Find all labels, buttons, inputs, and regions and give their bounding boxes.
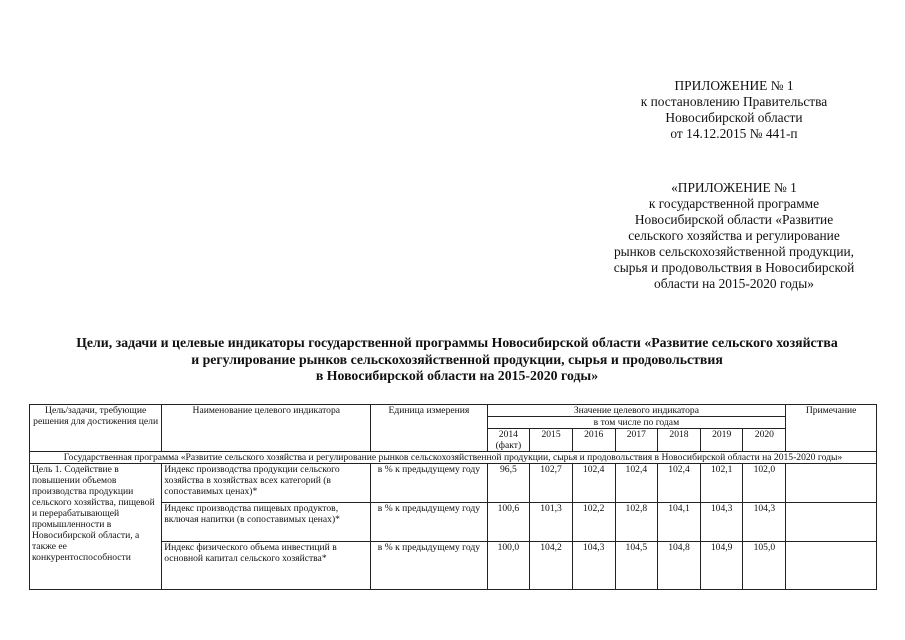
value-cell: 102,4 bbox=[572, 464, 615, 503]
appendix-2-line: области на 2015-2020 годы» bbox=[654, 276, 814, 291]
year-header: 2019 bbox=[700, 429, 743, 452]
appendix-1-line: Новосибирской области bbox=[665, 110, 803, 125]
value-cell: 102,4 bbox=[658, 464, 701, 503]
value-cell: 102,7 bbox=[530, 464, 573, 503]
document-title bbox=[22, 335, 892, 385]
year-header: 2015 bbox=[530, 429, 573, 452]
program-row bbox=[30, 452, 877, 464]
table-row bbox=[30, 464, 877, 503]
value-cell: 96,5 bbox=[487, 464, 530, 503]
appendix-2-line: сырья и продовольствия в Новосибирской bbox=[613, 260, 855, 275]
indicators-table bbox=[29, 404, 877, 590]
value-cell: 104,3 bbox=[700, 503, 743, 542]
year-header: 2018 bbox=[658, 429, 701, 452]
value-cell: 102,1 bbox=[700, 464, 743, 503]
value-cell: 100,6 bbox=[487, 503, 530, 542]
value-cell: 104,3 bbox=[572, 542, 615, 590]
note-cell bbox=[786, 542, 877, 590]
indicator-cell: Индекс физического объема инвестиций в основной капитал сельского хозяйства* bbox=[162, 542, 371, 590]
appendix-2-line: сельского хозяйства и регулирование bbox=[628, 228, 840, 243]
appendix-1-line: ПРИЛОЖЕНИЕ № 1 bbox=[674, 78, 794, 93]
header-note: Примечание bbox=[786, 405, 877, 452]
appendix-2-line: Новосибирской области «Развитие bbox=[634, 212, 834, 227]
year-header: 2020 bbox=[743, 429, 786, 452]
value-cell: 102,2 bbox=[572, 503, 615, 542]
header-indicator: Наименование целевого индикатора bbox=[162, 405, 371, 452]
indicator-cell: Индекс производства продукции сельского хозяйства в хозяйствах всех категорий (в сопоставимых ценах)* bbox=[162, 464, 371, 503]
indicator-cell: Индекс производства пищевых продуктов, включая напитки (в сопоставимых ценах)* bbox=[162, 503, 371, 542]
header-value: Значение целевого индикатора bbox=[487, 405, 786, 417]
value-cell: 105,0 bbox=[743, 542, 786, 590]
unit-cell: в % к предыдущему году bbox=[371, 542, 487, 590]
value-cell: 102,8 bbox=[615, 503, 658, 542]
value-cell: 100,0 bbox=[487, 542, 530, 590]
appendix-1-line: к постановлению Правительства bbox=[640, 94, 828, 109]
note-cell bbox=[786, 503, 877, 542]
title-line: Цели, задачи и целевые индикаторы государственной программы Новосибирской области «Развитие сельского хозяйства bbox=[76, 335, 838, 350]
year-header: 2017 bbox=[615, 429, 658, 452]
appendix-2-header bbox=[556, 180, 905, 292]
value-cell: 102,4 bbox=[615, 464, 658, 503]
year-header: 2016 bbox=[572, 429, 615, 452]
value-cell: 104,3 bbox=[743, 503, 786, 542]
unit-cell: в % к предыдущему году bbox=[371, 464, 487, 503]
program-row-cell: Государственная программа «Развитие сельского хозяйства и регулирование рынков сельскохозяйственной продукции, сырья и продовольствия в Новосибирской области на 2015-2020 годы» bbox=[30, 452, 877, 464]
appendix-2-line: «ПРИЛОЖЕНИЕ № 1 bbox=[671, 180, 797, 195]
appendix-1-line: от 14.12.2015 № 441-п bbox=[670, 126, 798, 141]
value-cell: 104,2 bbox=[530, 542, 573, 590]
value-cell: 104,1 bbox=[658, 503, 701, 542]
header-including: в том числе по годам bbox=[487, 417, 786, 429]
appendix-2-line: рынков сельскохозяйственной продукции, bbox=[613, 244, 855, 259]
unit-cell: в % к предыдущему году bbox=[371, 503, 487, 542]
value-cell: 104,5 bbox=[615, 542, 658, 590]
note-cell bbox=[786, 464, 877, 503]
value-cell: 104,8 bbox=[658, 542, 701, 590]
title-line: и регулирование рынков сельскохозяйственной продукции, сырья и продовольствия bbox=[191, 351, 723, 367]
header-goals: Цель/задачи, требующие решения для достижения цели bbox=[30, 405, 162, 452]
year-header: 2014 (факт) bbox=[487, 429, 530, 452]
title-line: в Новосибирской области на 2015-2020 годы» bbox=[315, 368, 599, 383]
header-unit: Единица измерения bbox=[371, 405, 487, 452]
goal-cell: Цель 1. Содействие в повышении объемов производства продукции сельского хозяйства, пищевой и перерабатывающей промышленности в Новосибирской области, а также ее конкурентоспособности bbox=[30, 464, 162, 590]
value-cell: 104,9 bbox=[700, 542, 743, 590]
value-cell: 101,3 bbox=[530, 503, 573, 542]
value-cell: 102,0 bbox=[743, 464, 786, 503]
appendix-2-line: к государственной программе bbox=[648, 196, 820, 211]
appendix-1-header bbox=[596, 78, 872, 142]
